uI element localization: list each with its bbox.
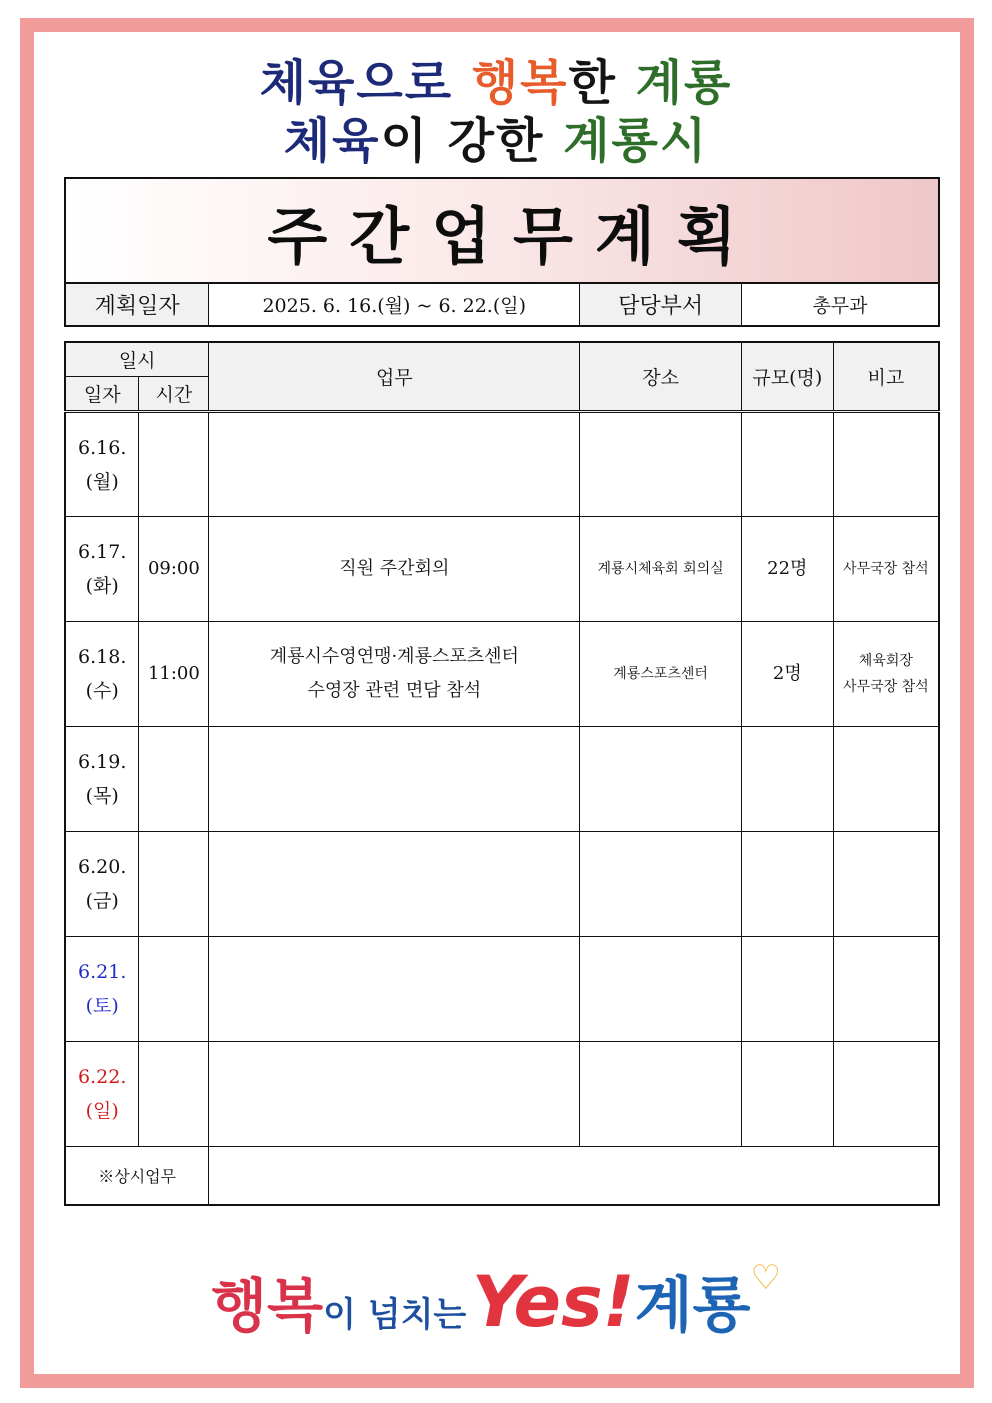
row-time: 11:00: [139, 622, 209, 727]
table-row: [65, 412, 939, 517]
row-note: [833, 1042, 939, 1147]
row-note: [833, 727, 939, 832]
plan-info-table: [64, 282, 940, 327]
header-time: 시간: [139, 377, 209, 412]
row-time: [139, 937, 209, 1042]
row-note: [833, 937, 939, 1042]
row-task: 직원 주간회의: [209, 517, 580, 622]
heart-icon: ♡: [750, 1258, 781, 1298]
footer-text: 이 넘치는: [323, 1295, 467, 1335]
row-task: [209, 937, 580, 1042]
header-datetime: 일시: [65, 342, 209, 377]
footer-logo: [0, 1258, 992, 1344]
table-row: [65, 622, 939, 727]
row-scale: [741, 1042, 833, 1147]
row-date: 6.22. (일): [65, 1042, 139, 1147]
slogan-text: 체육으로: [259, 55, 454, 111]
table-row: [65, 937, 939, 1042]
footer-text: 행복: [211, 1272, 324, 1340]
row-note: [833, 832, 939, 937]
slogan-text: 행복: [471, 55, 569, 111]
row-scale: [741, 832, 833, 937]
row-place: 계룡스포츠센터: [580, 622, 742, 727]
row-place: [580, 937, 742, 1042]
row-date: 6.16. (월): [65, 412, 139, 517]
slogan-text: 계룡: [635, 55, 733, 111]
slogan-line-1: [0, 55, 992, 111]
row-scale: [741, 412, 833, 517]
dept-label: 담당부서: [580, 283, 742, 326]
header-task: 업무: [209, 342, 580, 412]
row-note: 사무국장 참석: [833, 517, 939, 622]
schedule-table: [64, 341, 940, 1206]
header-place: 장소: [580, 342, 742, 412]
table-row: [65, 832, 939, 937]
row-task: [209, 412, 580, 517]
row-time: [139, 1042, 209, 1147]
row-scale: [741, 937, 833, 1042]
dept: 총무과: [741, 283, 939, 326]
slogan-text: 한: [568, 55, 617, 111]
row-scale: 22명: [741, 517, 833, 622]
row-date: 6.19. (목): [65, 727, 139, 832]
row-time: [139, 412, 209, 517]
slogan-line-2: [0, 113, 992, 169]
row-date: 6.17. (화): [65, 517, 139, 622]
slogan-text: 이 강한: [380, 113, 545, 169]
standing-row: [65, 1147, 939, 1205]
row-scale: 2명: [741, 622, 833, 727]
header-date: 일자: [65, 377, 139, 412]
title-banner: [64, 177, 940, 283]
standing-value: [209, 1147, 939, 1205]
table-row: [65, 727, 939, 832]
row-place: 계룡시체육회 회의실: [580, 517, 742, 622]
plan-date-label: 계획일자: [65, 283, 209, 326]
row-scale: [741, 727, 833, 832]
table-row: [65, 517, 939, 622]
row-place: [580, 832, 742, 937]
header-note: 비고: [833, 342, 939, 412]
row-date: 6.21. (토): [65, 937, 139, 1042]
header-scale: 규모(명): [741, 342, 833, 412]
row-time: 09:00: [139, 517, 209, 622]
footer-text: Yes!: [471, 1261, 635, 1343]
row-place: [580, 412, 742, 517]
row-note: 체육회장 사무국장 참석: [833, 622, 939, 727]
row-task: 계룡시수영연맹·계룡스포츠센터 수영장 관련 면담 참석: [209, 622, 580, 727]
row-time: [139, 727, 209, 832]
standing-label: ※상시업무: [65, 1147, 209, 1205]
row-place: [580, 727, 742, 832]
row-date: 6.18. (수): [65, 622, 139, 727]
slogan-text: 체육: [283, 113, 381, 169]
page-title: 주간업무계획: [267, 199, 759, 273]
row-place: [580, 1042, 742, 1147]
row-note: [833, 412, 939, 517]
row-task: [209, 1042, 580, 1147]
plan-date: 2025. 6. 16.(월) ~ 6. 22.(일): [209, 283, 580, 326]
footer-text: 계룡: [634, 1271, 751, 1341]
row-date: 6.20. (금): [65, 832, 139, 937]
slogan-text: 계룡시: [563, 113, 709, 169]
table-row: [65, 1042, 939, 1147]
row-time: [139, 832, 209, 937]
row-task: [209, 727, 580, 832]
row-task: [209, 832, 580, 937]
